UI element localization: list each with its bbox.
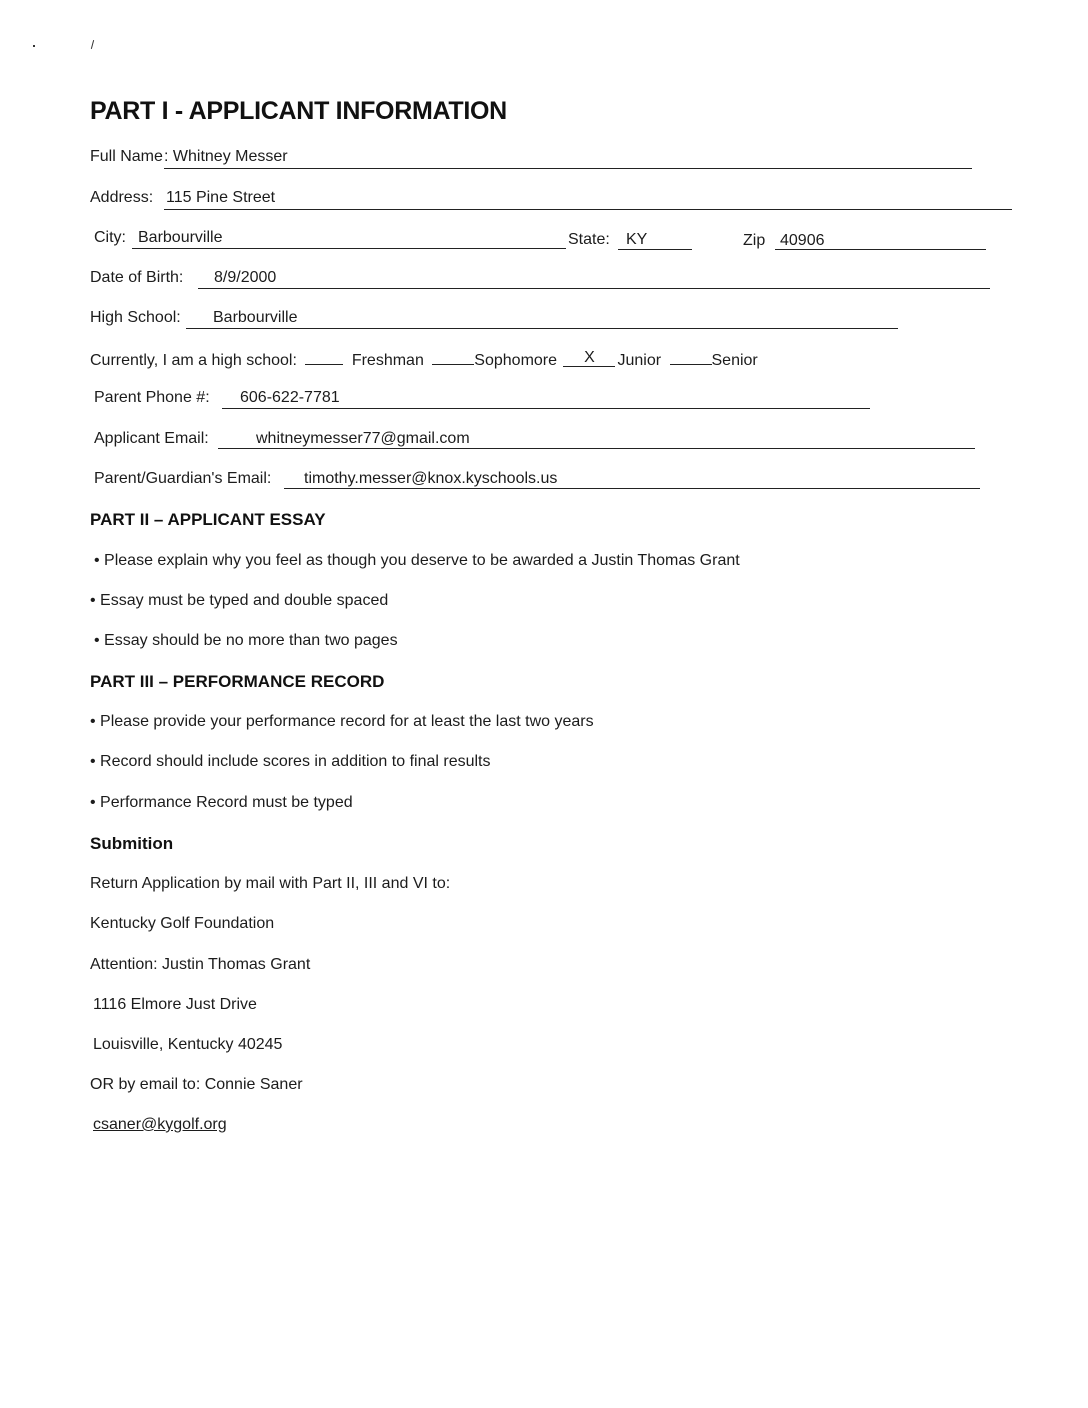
high-school-line bbox=[186, 328, 898, 329]
junior-mark: X bbox=[584, 349, 595, 366]
address-line bbox=[164, 209, 1012, 210]
submission-line: 1116 Elmore Just Drive bbox=[93, 996, 257, 1013]
parent-phone-line bbox=[222, 408, 870, 409]
applicant-email-value: whitneymesser77@gmail.com bbox=[256, 430, 470, 447]
state-label: State: bbox=[568, 231, 610, 248]
city-label: City: bbox=[94, 229, 126, 246]
senior-blank bbox=[670, 350, 712, 365]
guardian-email-line bbox=[284, 488, 980, 489]
sophomore-option: Sophomore bbox=[474, 352, 558, 369]
dob-label: Date of Birth: bbox=[90, 269, 184, 286]
address-label: Address: bbox=[90, 189, 154, 206]
parent-phone-label: Parent Phone #: bbox=[94, 389, 210, 406]
dob-line bbox=[198, 288, 990, 289]
state-value: KY bbox=[626, 231, 648, 248]
freshman-blank bbox=[305, 350, 343, 365]
part2-bullet: • Essay must be typed and double spaced bbox=[90, 592, 389, 609]
part2-bullet: • Please explain why you feel as though you deserve to be awarded a Justin Thomas Grant bbox=[94, 552, 740, 569]
city-value: Barbourville bbox=[138, 229, 223, 246]
full-name-line bbox=[164, 168, 972, 169]
full-name-label: Full Name bbox=[90, 148, 163, 165]
applicant-email-line bbox=[218, 448, 975, 449]
part3-bullet: • Record should include scores in addition to final results bbox=[90, 753, 491, 770]
grade-label: Currently, I am a high school: bbox=[90, 352, 297, 369]
city-line bbox=[132, 248, 566, 249]
part2-title: PART II – APPLICANT ESSAY bbox=[90, 510, 326, 529]
submission-email-link[interactable]: csaner@kygolf.org bbox=[93, 1116, 227, 1133]
guardian-email-value: timothy.messer@knox.kyschools.us bbox=[304, 470, 558, 487]
dob-value: 8/9/2000 bbox=[214, 269, 277, 286]
submission-line: Louisville, Kentucky 40245 bbox=[93, 1036, 283, 1053]
applicant-email-label: Applicant Email: bbox=[94, 430, 209, 447]
part3-title: PART III – PERFORMANCE RECORD bbox=[90, 672, 385, 691]
high-school-value: Barbourville bbox=[213, 309, 298, 326]
submission-title: Submition bbox=[90, 834, 174, 853]
zip-label: Zip bbox=[743, 232, 766, 249]
submission-line: Return Application by mail with Part II, III and VI to: bbox=[90, 875, 451, 892]
address-value: 115 Pine Street bbox=[166, 189, 276, 206]
state-line bbox=[618, 249, 692, 250]
zip-line bbox=[775, 249, 986, 250]
part2-bullet: • Essay should be no more than two pages bbox=[94, 632, 398, 649]
junior-option: Junior bbox=[617, 352, 662, 369]
zip-value: 40906 bbox=[780, 232, 825, 249]
grade-row bbox=[90, 350, 758, 370]
senior-option: Senior bbox=[711, 352, 758, 369]
scan-speck bbox=[33, 45, 35, 47]
part3-bullet: • Performance Record must be typed bbox=[90, 794, 353, 811]
parent-phone-value: 606-622-7781 bbox=[240, 389, 340, 406]
freshman-option: Freshman bbox=[351, 352, 424, 369]
part1-title: PART I - APPLICANT INFORMATION bbox=[90, 97, 507, 125]
sophomore-blank bbox=[432, 350, 474, 365]
high-school-label: High School: bbox=[90, 309, 181, 326]
junior-blank bbox=[563, 349, 615, 367]
submission-line: OR by email to: Connie Saner bbox=[90, 1076, 303, 1093]
full-name-value: : Whitney Messer bbox=[164, 148, 288, 165]
submission-line: Attention: Justin Thomas Grant bbox=[90, 956, 311, 973]
guardian-email-label: Parent/Guardian's Email: bbox=[94, 470, 272, 487]
scan-speck bbox=[91, 40, 94, 49]
submission-line: Kentucky Golf Foundation bbox=[90, 915, 275, 932]
part3-bullet: • Please provide your performance record for at least the last two years bbox=[90, 713, 594, 730]
